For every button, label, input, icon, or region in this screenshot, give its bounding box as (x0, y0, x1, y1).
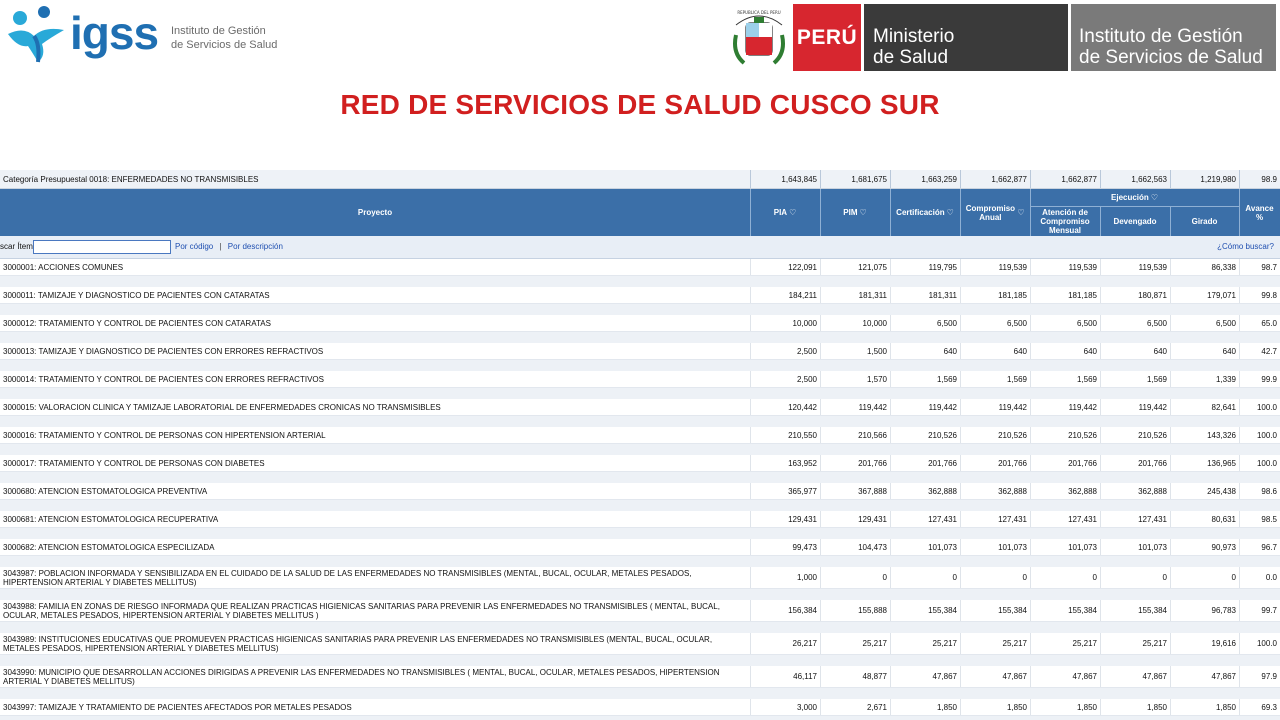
row-comp-value: 127,431 (998, 514, 1027, 524)
row-gir-value: 179,071 (1207, 290, 1236, 300)
row-aten-value: 127,431 (1068, 514, 1097, 524)
table-row-body (0, 511, 1280, 528)
row-pim-value: 119,442 (858, 402, 887, 412)
row-pim-value: 25,217 (862, 639, 887, 648)
table-row-body (0, 567, 1280, 589)
row-av-value: 99.9 (1261, 374, 1277, 384)
row-aten-value: 119,539 (1068, 262, 1097, 272)
row-av-value: 42.7 (1261, 346, 1277, 356)
table-row-body (0, 483, 1280, 500)
row-pia-value: 163,952 (788, 458, 817, 468)
crest-caption: REPUBLICA DEL PERU (737, 10, 781, 15)
row-pia-value: 3,000 (796, 702, 817, 712)
table-row-body (0, 287, 1280, 304)
row-gir-value: 47,867 (1211, 672, 1236, 681)
row-spacer (0, 500, 1280, 511)
row-description: 3000012: TRATAMIENTO Y CONTROL DE PACIENTES CON CATARATAS (3, 318, 271, 328)
row-description: 3000016: TRATAMIENTO Y CONTROL DE PERSONAS CON HIPERTENSION ARTERIAL (3, 430, 326, 440)
row-gir-value: 86,338 (1211, 262, 1236, 272)
column-header-row (0, 189, 1280, 236)
row-av-value: 100.0 (1256, 402, 1277, 412)
row-cert-value: 47,867 (932, 672, 957, 681)
table-row[interactable] (0, 315, 1280, 343)
table-row[interactable] (0, 343, 1280, 371)
search-label: scar Ítem (0, 242, 33, 251)
row-aten-value: 155,384 (1068, 606, 1097, 615)
row-dev-value: 6,500 (1146, 318, 1167, 328)
row-spacer (0, 276, 1280, 287)
col-certificacion[interactable] (890, 189, 960, 236)
row-aten-value: 1,569 (1076, 374, 1097, 384)
row-spacer (0, 622, 1280, 633)
igss-subtitle-line1: Instituto de Gestión (171, 25, 266, 37)
row-aten-value: 181,185 (1068, 290, 1097, 300)
row-av-value: 100.0 (1256, 639, 1277, 648)
sort-pin-icon[interactable]: ♡ (946, 208, 954, 217)
row-comp-value: 6,500 (1006, 318, 1027, 328)
col-ejecucion-label: Ejecución (1111, 193, 1149, 202)
page-header (0, 0, 1280, 170)
table-row[interactable] (0, 371, 1280, 399)
col-proyecto[interactable]: Proyecto (357, 208, 393, 217)
row-dev-value: 362,888 (1138, 486, 1167, 496)
sort-pin-icon[interactable]: ♡ (789, 208, 797, 217)
search-input[interactable] (33, 240, 171, 254)
row-gir-value: 136,965 (1207, 458, 1236, 468)
row-spacer (0, 304, 1280, 315)
search-by-code-link[interactable]: Por código (175, 242, 214, 251)
row-pia-value: 184,211 (788, 290, 817, 300)
row-pim-value: 10,000 (862, 318, 887, 328)
row-gir-value: 90,973 (1211, 542, 1236, 552)
row-av-value: 99.7 (1261, 606, 1277, 615)
col-atencion[interactable]: Atención de Compromiso Mensual (1040, 207, 1090, 235)
col-pia-label: PIA (773, 208, 788, 217)
row-pim-value: 181,311 (858, 290, 887, 300)
igss-subtitle (171, 24, 311, 52)
row-cert-value: 362,888 (928, 486, 957, 496)
table-row-body (0, 633, 1280, 655)
peru-brand-box: PERÚ (793, 4, 861, 71)
row-dev-value: 119,539 (1138, 262, 1167, 272)
row-dev-value: 155,384 (1138, 606, 1167, 615)
row-pia-value: 2,500 (796, 346, 817, 356)
row-dev-value: 119,442 (1138, 402, 1167, 412)
table-row[interactable] (0, 483, 1280, 511)
page-title: RED DE SERVICIOS DE SALUD CUSCO SUR (340, 89, 940, 120)
row-description: 3000680: ATENCION ESTOMATOLOGICA PREVENTIVA (3, 486, 208, 496)
row-cert-value: 210,526 (928, 430, 957, 440)
row-pia-value: 26,217 (792, 639, 817, 648)
row-comp-value: 181,185 (998, 290, 1027, 300)
category-atencion: 1,662,877 (1061, 174, 1097, 184)
row-description: 3000013: TAMIZAJE Y DIAGNOSTICO DE PACIENTES CON ERRORES REFRACTIVOS (3, 346, 324, 356)
category-girado: 1,219,980 (1200, 174, 1236, 184)
minsa-line1: Ministerio (873, 26, 955, 47)
row-comp-value: 1,850 (1006, 702, 1027, 712)
row-av-value: 98.7 (1261, 262, 1277, 272)
row-pim-value: 210,566 (858, 430, 887, 440)
col-pia[interactable] (750, 189, 820, 236)
table-row[interactable] (0, 287, 1280, 315)
table-row-body (0, 399, 1280, 416)
row-av-value: 96.7 (1261, 542, 1277, 552)
row-spacer (0, 556, 1280, 567)
row-description: 3000011: TAMIZAJE Y DIAGNOSTICO DE PACIENTES CON CATARATAS (3, 290, 270, 300)
table-row[interactable] (0, 633, 1280, 666)
row-spacer (0, 388, 1280, 399)
row-description: 3043988: FAMILIA EN ZONAS DE RIESGO INFORMADA QUE REALIZAN PRACTICAS HIGIENICAS SANITARIAS PARA PREVENIR LAS ENFERMEDADES NO TRANSMISIBLES ( MENTAL, BUCAL, OCULAR, METALES PESADOS, HIPERTENSION ARTERIAL Y DIABETES MELLITUS ) (3, 601, 720, 620)
row-dev-value: 47,867 (1142, 672, 1167, 681)
row-dev-value: 640 (1153, 346, 1167, 356)
row-av-value: 100.0 (1256, 458, 1277, 468)
row-gir-value: 0 (1231, 573, 1236, 582)
row-dev-value: 0 (1162, 573, 1167, 582)
row-dev-value: 1,850 (1146, 702, 1167, 712)
row-pia-value: 1,000 (796, 573, 817, 582)
category-compromiso: 1,662,877 (991, 174, 1027, 184)
table-row[interactable] (0, 539, 1280, 567)
row-pim-value: 48,877 (862, 672, 887, 681)
row-pia-value: 365,977 (788, 486, 817, 496)
row-spacer (0, 528, 1280, 539)
row-dev-value: 201,766 (1138, 458, 1167, 468)
search-help-link[interactable]: ¿Cómo buscar? (1217, 242, 1274, 251)
table-row[interactable] (0, 699, 1280, 720)
row-cert-value: 155,384 (928, 606, 957, 615)
minsa-brand-box (864, 4, 1068, 71)
row-gir-value: 1,850 (1215, 702, 1236, 712)
row-dev-value: 25,217 (1142, 639, 1167, 648)
row-gir-value: 19,616 (1211, 639, 1236, 648)
row-gir-value: 6,500 (1215, 318, 1236, 328)
row-comp-value: 1,569 (1006, 374, 1027, 384)
row-gir-value: 96,783 (1211, 606, 1236, 615)
row-cert-value: 1,569 (936, 374, 957, 384)
row-pim-value: 0 (882, 573, 887, 582)
row-pim-value: 129,431 (858, 514, 887, 524)
row-pim-value: 367,888 (858, 486, 887, 496)
col-pim-label: PIM (843, 208, 858, 217)
category-pia: 1,643,845 (781, 174, 817, 184)
row-comp-value: 155,384 (998, 606, 1027, 615)
row-pia-value: 2,500 (796, 374, 817, 384)
row-pim-value: 1,500 (866, 346, 887, 356)
table-row-body (0, 371, 1280, 388)
table-row[interactable] (0, 427, 1280, 455)
col-pim[interactable] (820, 189, 890, 236)
row-aten-value: 0 (1092, 573, 1097, 582)
table-row[interactable] (0, 600, 1280, 633)
col-certificacion-label: Certificación (896, 208, 945, 217)
category-summary-row (0, 170, 1280, 189)
row-cert-value: 1,850 (936, 702, 957, 712)
row-av-value: 97.9 (1261, 672, 1277, 681)
row-cert-value: 640 (943, 346, 957, 356)
row-comp-value: 0 (1022, 573, 1027, 582)
igss-box-line2: de Servicios de Salud (1079, 47, 1263, 68)
row-av-value: 99.8 (1261, 290, 1277, 300)
row-description: 3000015: VALORACION CLINICA Y TAMIZAJE LABORATORIAL DE ENFERMEDADES CRONICAS NO TRANSMISIBLES (3, 402, 441, 412)
row-pia-value: 210,550 (788, 430, 817, 440)
row-gir-value: 245,438 (1207, 486, 1236, 496)
row-aten-value: 6,500 (1076, 318, 1097, 328)
category-label: Categoría Presupuestal 0018: ENFERMEDADES NO TRANSMISIBLES (3, 174, 259, 184)
row-cert-value: 119,442 (928, 402, 957, 412)
row-cert-value: 201,766 (928, 458, 957, 468)
row-description: 3000001: ACCIONES COMUNES (3, 262, 124, 272)
row-cert-value: 25,217 (932, 639, 957, 648)
table-row-body (0, 343, 1280, 360)
table-row[interactable] (0, 666, 1280, 699)
row-description: 3000017: TRATAMIENTO Y CONTROL DE PERSONAS CON DIABETES (3, 458, 265, 468)
search-bar (0, 236, 1280, 259)
table-row-body (0, 455, 1280, 472)
row-dev-value: 127,431 (1138, 514, 1167, 524)
row-av-value: 100.0 (1256, 430, 1277, 440)
row-pim-value: 2,671 (866, 702, 887, 712)
search-by-description-link[interactable]: Por descripción (227, 242, 283, 251)
row-dev-value: 210,526 (1138, 430, 1167, 440)
row-av-value: 98.6 (1261, 486, 1277, 496)
row-dev-value: 101,073 (1138, 542, 1167, 552)
row-aten-value: 201,766 (1068, 458, 1097, 468)
igss-people-logo-icon (4, 4, 74, 66)
table-row-body (0, 666, 1280, 688)
row-description: 3043987: POBLACION INFORMADA Y SENSIBILIZADA EN EL CUIDADO DE LA SALUD DE LAS ENFERMEDADES NO TRANSMISIBLES (MENTAL, BUCAL, OCULAR, METALES PESADOS, HIPERTENSION ARTERIAL Y DIABETES MELLITUS) (3, 568, 692, 587)
row-description: 3000681: ATENCION ESTOMATOLOGICA RECUPERATIVA (3, 514, 219, 524)
row-pia-value: 156,384 (788, 606, 817, 615)
col-compromiso-label: Compromiso Anual (965, 203, 1016, 222)
row-aten-value: 210,526 (1068, 430, 1097, 440)
row-pia-value: 46,117 (793, 672, 817, 681)
row-dev-value: 1,569 (1146, 374, 1167, 384)
row-comp-value: 25,217 (1002, 639, 1027, 648)
row-aten-value: 119,442 (1068, 402, 1097, 412)
row-gir-value: 640 (1222, 346, 1236, 356)
row-comp-value: 201,766 (998, 458, 1027, 468)
row-description: 3043990: MUNICIPIO QUE DESARROLLAN ACCIONES DIRIGIDAS A PREVENIR LAS ENFERMEDADES NO TRANSMISIBLES ( MENTAL, BUCAL, OCULAR, METALES PESADOS, HIPERTENSION ARTERIAL Y DIABETES MELLITUS) (3, 667, 720, 686)
row-cert-value: 6,500 (936, 318, 957, 328)
row-gir-value: 82,641 (1211, 402, 1236, 412)
row-cert-value: 101,073 (928, 542, 957, 552)
row-av-value: 0.0 (1265, 573, 1277, 582)
category-certificacion: 1,663,259 (921, 174, 957, 184)
row-aten-value: 1,850 (1076, 702, 1097, 712)
row-pia-value: 120,442 (788, 402, 817, 412)
row-comp-value: 362,888 (998, 486, 1027, 496)
row-aten-value: 362,888 (1068, 486, 1097, 496)
row-gir-value: 80,631 (1211, 514, 1236, 524)
row-description: 3043997: TAMIZAJE Y TRATAMIENTO DE PACIENTES AFECTADOS POR METALES PESADOS (3, 702, 352, 712)
row-av-value: 98.5 (1261, 514, 1277, 524)
row-comp-value: 210,526 (998, 430, 1027, 440)
row-comp-value: 119,442 (998, 402, 1027, 412)
table-row[interactable] (0, 567, 1280, 600)
table-row-body (0, 600, 1280, 622)
row-comp-value: 640 (1013, 346, 1027, 356)
row-comp-value: 47,867 (1002, 672, 1027, 681)
row-pim-value: 121,075 (858, 262, 887, 272)
search-separator: | (219, 242, 222, 251)
igss-wordmark: igss (70, 7, 159, 59)
table-row[interactable] (0, 455, 1280, 483)
row-spacer (0, 688, 1280, 699)
table-row-body (0, 259, 1280, 276)
search-mode-links (175, 242, 283, 251)
row-comp-value: 119,539 (998, 262, 1027, 272)
row-spacer (0, 472, 1280, 483)
row-aten-value: 101,073 (1068, 542, 1097, 552)
sort-pin-icon[interactable]: ♡ (859, 208, 867, 217)
row-av-value: 65.0 (1261, 318, 1277, 328)
category-avance: 98.9 (1261, 174, 1277, 184)
col-girado[interactable]: Girado (1191, 216, 1218, 226)
sort-pin-icon[interactable]: ♡ (1017, 208, 1025, 217)
col-compromiso[interactable] (960, 189, 1030, 236)
col-group-ejecucion (1030, 189, 1239, 206)
row-gir-value: 143,326 (1207, 430, 1236, 440)
peru-coat-of-arms-icon (730, 5, 788, 69)
row-pim-value: 1,570 (866, 374, 887, 384)
category-pim: 1,681,675 (851, 174, 887, 184)
row-cert-value: 127,431 (928, 514, 957, 524)
igss-brand-box (1071, 4, 1276, 71)
row-pia-value: 129,431 (788, 514, 817, 524)
row-description: 3000014: TRATAMIENTO Y CONTROL DE PACIENTES CON ERRORES REFRACTIVOS (3, 374, 324, 384)
row-aten-value: 25,217 (1072, 639, 1097, 648)
budget-table (0, 170, 1280, 720)
row-spacer (0, 332, 1280, 343)
row-pia-value: 10,000 (792, 318, 817, 328)
row-spacer (0, 655, 1280, 666)
col-devengado[interactable]: Devengado (1113, 216, 1157, 226)
table-row[interactable] (0, 399, 1280, 427)
row-description: 3000682: ATENCION ESTOMATOLOGICA ESPECILIZADA (3, 542, 215, 552)
table-row-body (0, 539, 1280, 556)
row-pim-value: 155,888 (858, 606, 887, 615)
table-row[interactable] (0, 511, 1280, 539)
col-avance[interactable]: Avance % (1245, 203, 1274, 222)
row-spacer (0, 589, 1280, 600)
row-description: 3043989: INSTITUCIONES EDUCATIVAS QUE PROMUEVEN PRACTICAS HIGIENICAS SANITARIAS PARA PREVENIR LAS ENFERMEDADES NO TRANSMISIBLES (MENTAL, BUCAL, OCULAR, METALES PESADOS, HIPERTENSION ARTERIAL Y DIABETES MELLITUS) (3, 634, 713, 653)
row-pia-value: 99,473 (792, 542, 817, 552)
igss-box-line1: Instituto de Gestión (1079, 26, 1243, 47)
row-gir-value: 1,339 (1215, 374, 1236, 384)
row-spacer (0, 360, 1280, 371)
minsa-line2: de Salud (873, 47, 949, 68)
row-av-value: 69.3 (1261, 702, 1277, 712)
table-row-body (0, 427, 1280, 444)
category-devengado: 1,662,563 (1131, 174, 1167, 184)
table-row[interactable] (0, 259, 1280, 287)
row-spacer (0, 416, 1280, 427)
row-pim-value: 104,473 (858, 542, 887, 552)
igss-subtitle-line2: de Servicios de Salud (171, 39, 278, 51)
row-cert-value: 119,795 (928, 262, 957, 272)
row-cert-value: 0 (952, 573, 957, 582)
row-spacer (0, 716, 1280, 720)
table-row-body (0, 699, 1280, 716)
sort-pin-icon[interactable]: ♡ (1150, 193, 1158, 202)
row-comp-value: 101,073 (998, 542, 1027, 552)
row-aten-value: 640 (1083, 346, 1097, 356)
row-pia-value: 122,091 (788, 262, 817, 272)
row-dev-value: 180,871 (1138, 290, 1167, 300)
table-row-body (0, 315, 1280, 332)
row-cert-value: 181,311 (928, 290, 957, 300)
row-spacer (0, 444, 1280, 455)
row-pim-value: 201,766 (858, 458, 887, 468)
row-aten-value: 47,867 (1072, 672, 1097, 681)
